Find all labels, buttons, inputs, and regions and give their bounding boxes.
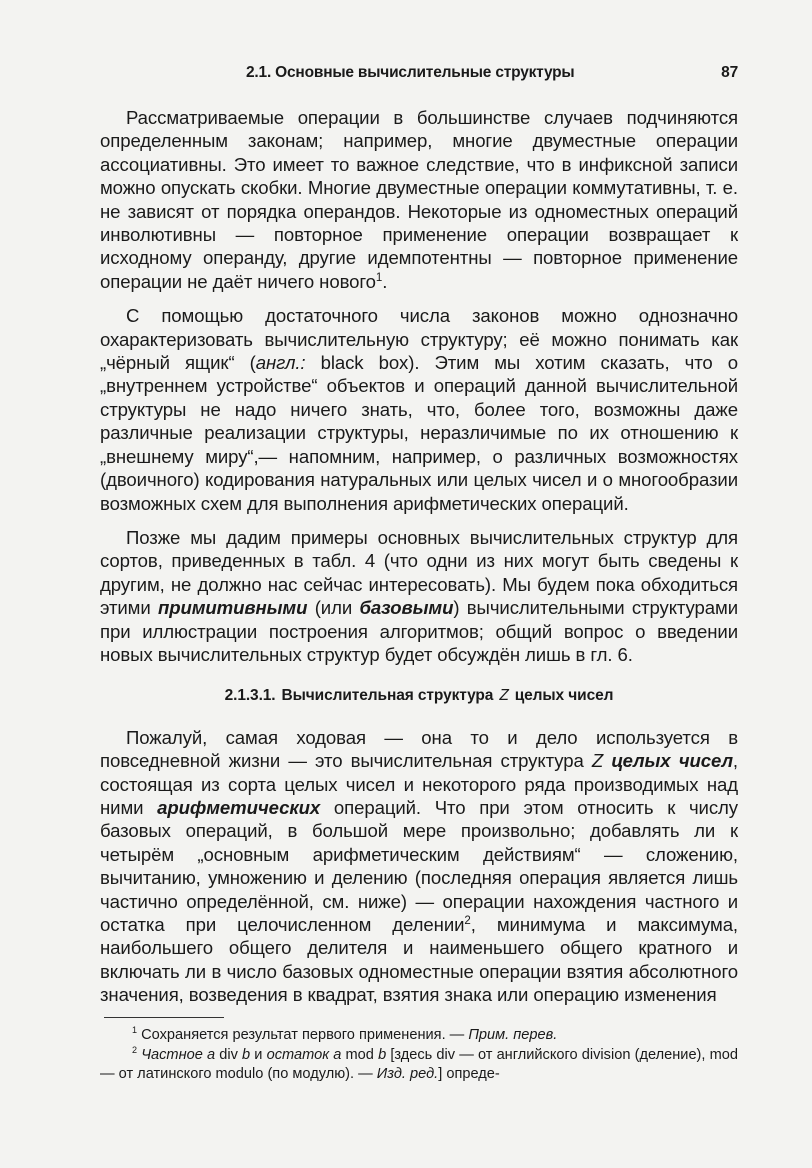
footnote-1: $^1$ Сохраняется результат первого применения. — Прим. перев. — [132, 1025, 558, 1043]
footnote-divider — [104, 1017, 224, 1018]
term-primitive: примитивными — [158, 597, 308, 619]
term-integers: целых чисел — [611, 750, 733, 772]
section-heading: 2.1.3.1. Вычислительная структура Z целых чисел — [224, 687, 614, 705]
term-arithmetic: арифметических — [157, 796, 321, 818]
footnote-ref-1: 1 — [375, 271, 383, 284]
page-header — [100, 58, 740, 86]
page-number: 87 — [721, 64, 738, 81]
running-title: 2.1. Основные вычислительные структуры — [246, 64, 575, 81]
footnote-ref-2: 2 — [464, 914, 471, 927]
footnotes — [100, 1026, 738, 1085]
paragraph-primitive-structures: Позже мы дадим примеры основных вычислительных структур для сортов, приведенных в табл. 4 (что одни из них могут быть сведены к другим, не должно нас сейчас интересовать). Мы будем пока обходиться этими примитивными (или базовыми) вычислительными структурами при иллюстрации построения алгоритмов; общий вопрос о введении новых вычислительных структур будет обсуждён лишь в гл. 6. — [100, 526, 738, 665]
footnote-2: $^2$ Частное a div b и остаток a mod b [здесь div — от английского division (деление), mod — от латинского modulo (по модулю). — Изд. ред.] опреде- — [100, 1044, 738, 1082]
main-text — [100, 106, 738, 1007]
section-symbol: Z — [499, 687, 509, 705]
paragraph-operations-laws: Рассматриваемые операции в большинстве случаев подчиняются определенным законам; например, многие двуместные операции ассоциативны. Это имеет то важное следствие, что в инфиксной записи можно опускать скобки. Многие двуместные операции коммутативны, т. е. не зависят от порядка операндов. Некоторые из одноместных операций инволютивны — повторное применение операции возвращает к исходному операнду, другие идемпотентны — повторное применение операции не даёт ничего нового$^1$. — [100, 107, 738, 292]
paragraph-integer-structure: Пожалуй, самая ходовая — она то и дело используется в повседневной жизни — это вычислительная структура Z целых чисел, состоящая из сорта целых чисел и некоторого ряда производимых над ними арифметических операций. Что при этом относить к числу базовых операций, в большой мере произвольно; добавлять ли к четырём „основным арифметическим действиям“ — сложению, вычитанию, умножению и делению (последняя операция является лишь частично определённой, см. ниже) — операции нахождения частного и остатка при целочисленном делении$^2$, минимума и максимума, наибольшего общего делителя и наименьшего общего кратного и включать ли в число базовых одноместные операции взятия абсолютного значения, возведения в квадрат, взятия знака или операцию изменения — [100, 726, 738, 1006]
section-number: 2.1.3.1. — [224, 687, 276, 705]
paragraph-black-box: С помощью достаточного числа законов можно однозначно охарактеризовать вычислительную структуру; её можно понимать как „чёрный ящик“ (англ.: black box). Этим мы хотим сказать, что о „внутреннем устройстве“ объектов и операций данной вычислительной структуры не надо ничего знать, что, более того, возможны даже различные реализации структуры, неразличимые по их отношению к „внешнему миру“,— напомним, например, о различных возможностях (двоичного) кодирования натуральных или целых чисел и о многообразии возможных схем для выполнения арифметических операций. — [100, 305, 738, 514]
term-basic: базовыми — [359, 597, 454, 619]
